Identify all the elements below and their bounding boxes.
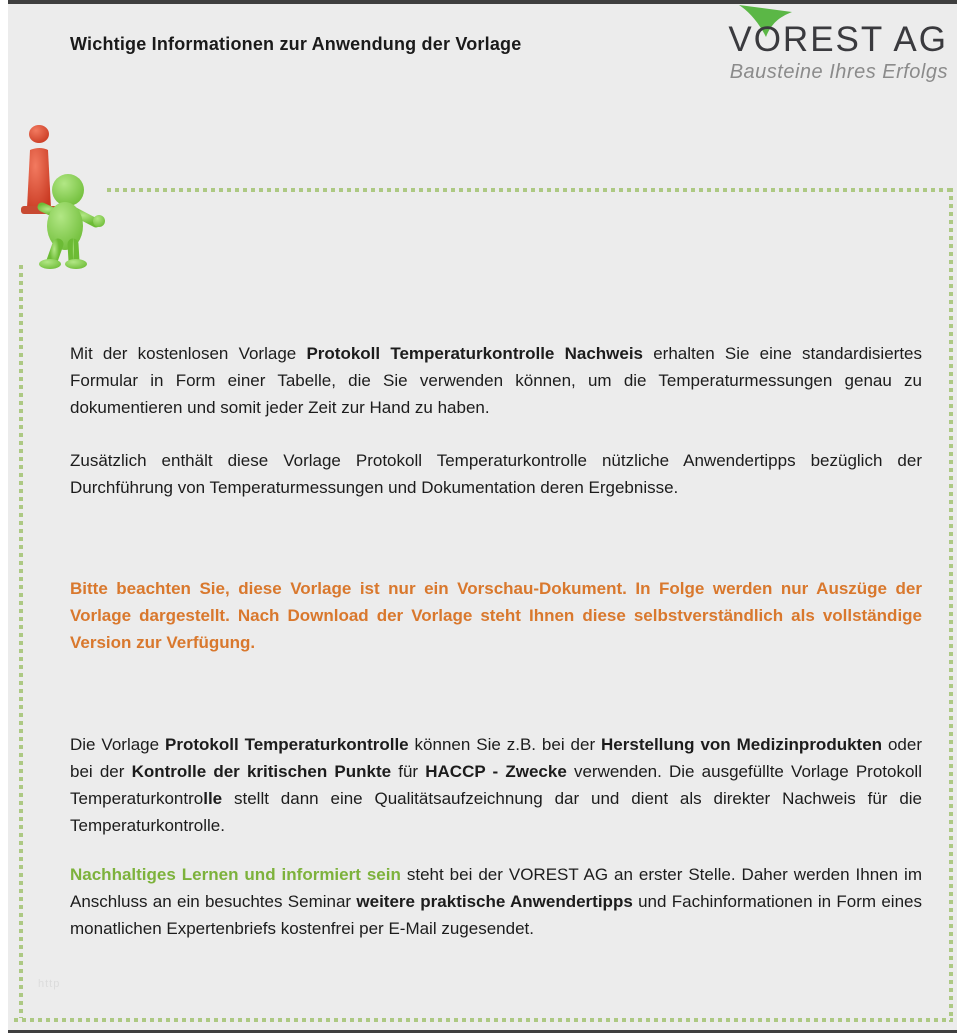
- info-figure-icon: [12, 120, 109, 270]
- text-segment: weitere praktische Anwendertipps: [356, 892, 633, 911]
- paragraph-tips: [70, 447, 922, 501]
- text-segment: oder bei der: [70, 735, 922, 781]
- document-body: [70, 340, 922, 942]
- dotted-border-top: [107, 188, 953, 192]
- text-segment: Bitte beachten Sie, diese Vorlage ist nur ein Vorschau-Dokument. In Folge werden nur Auszüge der Vorlage dargestellt. Nach Download der Vorlage steht Ihnen diese selbstverständlich als vollständige Version zur Verfügung.: [70, 579, 922, 652]
- text-segment: Protokoll Temperaturkontrolle Nachweis: [306, 344, 644, 363]
- paragraph-newsletter: [70, 861, 922, 942]
- text-segment: steht bei der VOREST AG an erster Stelle. Daher werden Ihnen im Anschluss an ein besuchtes Seminar: [70, 865, 922, 911]
- text-segment: können Sie z.B. bei der: [408, 735, 602, 754]
- dotted-border-right: [949, 188, 953, 1022]
- logo-name: VOREST AG: [728, 20, 948, 59]
- dotted-border-left: [19, 265, 23, 1018]
- logo-tagline: Bausteine Ihres Erfolgs: [729, 61, 948, 83]
- text-segment: und Fachinformationen in Form eines monatlichen Expertenbriefs kostenfrei per E-Mail zugesendet.: [70, 892, 922, 938]
- page-title: Wichtige Informationen zur Anwendung der Vorlage: [70, 34, 522, 54]
- text-segment: Zusätzlich enthält diese Vorlage Protokoll Temperaturkontrolle nützliche Anwendertipps bezüglich der Durchführung von Temperaturmessungen und Dokumentation deren Ergebnisse.: [70, 451, 922, 497]
- paragraph-usage: [70, 731, 922, 839]
- text-segment: Kontrolle der kritischen Punkte: [131, 762, 392, 781]
- vorest-logo: [728, 22, 948, 84]
- text-segment: Protokoll Temperaturkontrolle: [165, 735, 409, 754]
- text-segment: für: [391, 762, 426, 781]
- text-segment: Die Vorlage: [70, 735, 165, 754]
- text-segment: lle: [203, 789, 223, 808]
- text-segment: Herstellung von Medizinprodukten: [601, 735, 883, 754]
- watermark-text: http: [38, 978, 61, 990]
- paragraph-intro: [70, 340, 922, 421]
- text-segment: erhalten Sie eine standardisiertes Formular in Form einer Tabelle, die Sie verwenden können, um die Temperaturmessungen genau zu dokumentieren und somit jeder Zeit zur Hand zu haben.: [70, 344, 922, 417]
- text-segment: stellt dann eine Qualitätsaufzeichnung dar und dient als direkter Nachweis für die Temperaturkontrolle.: [70, 789, 922, 835]
- dotted-border-bottom: [14, 1018, 953, 1022]
- text-segment: HACCP - Zwecke: [425, 762, 567, 781]
- document-page: [8, 0, 957, 1033]
- text-segment: Nachhaltiges Lernen und informiert sein: [70, 865, 401, 884]
- text-segment: verwenden. Die ausgefüllte Vorlage Protokoll Temperaturkontro: [70, 762, 922, 808]
- paragraph-preview-notice: [70, 575, 922, 656]
- text-segment: Mit der kostenlosen Vorlage: [70, 344, 307, 363]
